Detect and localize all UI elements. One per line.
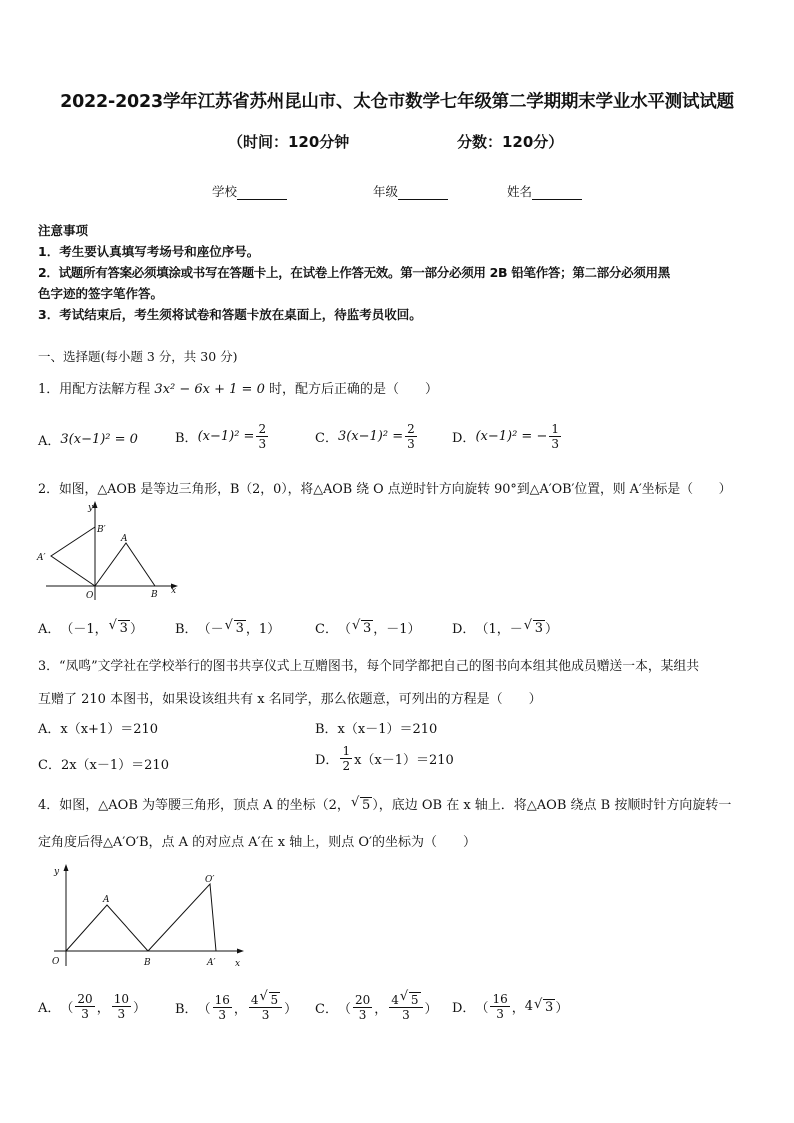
fraction — [405, 422, 417, 451]
triangle-a1ob1 — [51, 527, 95, 586]
option-label: A． — [38, 434, 61, 449]
fraction-num — [249, 992, 282, 1008]
triangle-aob — [66, 905, 148, 951]
fig-label-a-prime: A′ — [207, 958, 216, 968]
notice-item-2: 2．试题所有答案必须填涂或书写在答题卡上，在试卷上作答无效。第一部分必须用 2B 铅笔作答；第二部分必须用黑 — [38, 265, 670, 280]
q1-option-a[interactable] — [38, 430, 138, 449]
fraction — [75, 992, 94, 1021]
exam-time: （时间：120分钟 — [228, 133, 350, 151]
notice-item-1: 1．考生要认真填写考场号和座位序号。 — [38, 244, 260, 259]
q1-option-c[interactable] — [315, 422, 419, 451]
coef: 4 — [391, 993, 399, 1007]
question-4-line-2: 定角度后得△A′O′B，点 A 的对应点 A′在 x 轴上，则点 O′的坐标为（ ） — [38, 835, 476, 850]
fig-label-b: B — [151, 590, 158, 600]
fraction-den: 3 — [117, 1007, 126, 1021]
option-post: ，－1） — [373, 622, 421, 637]
option-label: C． — [315, 1001, 338, 1017]
option-post: ，1） — [245, 622, 281, 637]
q3-option-a[interactable]: A．x（x+1）＝210 — [38, 722, 159, 737]
q3-option-d[interactable] — [315, 744, 454, 773]
fraction-num: 2 — [258, 422, 267, 436]
fraction-num: 16 — [214, 992, 230, 1007]
sqrt: √ 3 — [543, 999, 555, 1015]
fraction-den: 3 — [407, 437, 415, 451]
fraction — [389, 992, 422, 1022]
fig-label-y: y — [88, 503, 94, 513]
fraction-den: 3 — [261, 1008, 270, 1022]
fraction-num: 10 — [113, 992, 129, 1006]
fraction — [549, 422, 561, 451]
option-label: B． — [175, 1001, 198, 1017]
q3-option-c[interactable]: C．2x（x－1）＝210 — [38, 758, 169, 773]
question-3-line-1: 3．“凤鸣”文学社在学校举行的图书共享仪式上互赠图书，每个同学都把自己的图书向本组其他成员赠送一本，某组共 — [38, 659, 700, 674]
q4-option-d[interactable]: D． （ $\frac{16}{3}$ ， 4 √ 3 ） — [452, 992, 568, 1021]
fig-label-x: x — [171, 586, 177, 596]
exam-title: 2022-2023学年江苏省苏州昆山市、太仓市数学七年级第二学期期末学业水平测试试题 — [60, 92, 734, 112]
option-pre: （－ — [197, 622, 224, 637]
option-label: D． — [452, 1001, 476, 1016]
question-4-line-1 — [38, 794, 731, 813]
option-label: B． — [175, 622, 198, 637]
fraction-num: 20 — [77, 992, 93, 1006]
fig-label-o: O — [86, 591, 94, 601]
option-pre: （－1， — [60, 622, 108, 637]
sqrt: √ 3 — [118, 620, 130, 636]
school-blank — [237, 187, 287, 200]
fraction-num: 1 — [551, 422, 559, 436]
fraction-num: 1 — [342, 744, 351, 758]
fraction-den: 2 — [342, 759, 351, 773]
q1-stem-post: 时，配方后正确的是（ ） — [269, 382, 439, 397]
sqrt: √ 3 — [361, 620, 373, 636]
q4-line1-post: ），底边 OB 在 x 轴上．将△AOB 绕点 B 按顺时针方向旋转一 — [372, 798, 732, 813]
q4-figure — [44, 862, 254, 972]
question-3-line-2: 互赠了 210 本图书，如果设该组共有 x 名同学，那么依题意，可列出的方程是（ ） — [38, 692, 542, 707]
fraction — [256, 422, 268, 451]
fraction — [112, 992, 131, 1021]
fraction-num: 2 — [407, 422, 415, 436]
option-label: C． — [315, 431, 338, 446]
name-blank — [532, 187, 582, 200]
option-post: ） — [545, 622, 559, 637]
fraction-num: 20 — [354, 992, 371, 1007]
option-label: A． — [38, 622, 61, 637]
fig-label-a-prime: A′ — [37, 553, 46, 563]
q4-option-b[interactable]: B． （ $\frac{16}{3}$ ， $\frac{4√ 5}{3}$ ） — [175, 992, 297, 1022]
q4-line1-pre: 4．如图，△AOB 为等腰三角形，顶点 A 的坐标（2， — [38, 798, 350, 813]
fraction-den: 3 — [402, 1008, 410, 1022]
fig-label-y: y — [54, 867, 60, 877]
section-heading: 一、选择题(每小题 3 分，共 30 分) — [38, 349, 238, 364]
name-label: 姓名 — [507, 184, 533, 199]
x-axis-arrow — [237, 949, 244, 954]
q2-option-a[interactable] — [38, 618, 143, 637]
question-2-stem: 2．如图，△AOB 是等边三角形，B（2，0），将△AOB 绕 O 点逆时针方向旋转 90°到△A′OB′位置，则 A′坐标是（ ） — [38, 482, 732, 497]
fraction-den: 3 — [496, 1007, 504, 1021]
option-post: ） — [129, 622, 143, 637]
sqrt: √ 5 — [269, 992, 281, 1007]
name-field — [507, 182, 582, 200]
q3-option-b[interactable]: B．x（x－1）＝210 — [315, 722, 438, 737]
sqrt: √ 3 — [533, 620, 545, 636]
grade-label: 年级 — [373, 184, 399, 199]
fraction-den: 3 — [258, 437, 267, 451]
fraction-den: 3 — [358, 1007, 367, 1022]
grade-field — [373, 182, 448, 200]
fraction — [340, 744, 352, 773]
fraction — [249, 992, 282, 1022]
fraction-den: 3 — [81, 1007, 89, 1021]
option-expr: 3(x−1)² = — [337, 429, 404, 444]
notice-heading: 注意事项 — [38, 223, 89, 238]
option-label: D． — [315, 753, 339, 768]
q2-figure — [34, 500, 184, 604]
fraction-num: 16 — [492, 992, 508, 1006]
q1-equation: 3x² − 6x + 1 = 0 — [154, 382, 265, 397]
option-label: D． — [452, 431, 476, 446]
option-expr: 3(x−1)² = 0 — [60, 432, 138, 447]
fraction-den: 3 — [218, 1007, 227, 1022]
option-pre: （1，－ — [475, 622, 523, 637]
triangle-aob — [95, 543, 155, 586]
triangle-a1o1b — [148, 884, 216, 951]
fig-label-b-prime: B′ — [97, 525, 106, 535]
fraction — [353, 993, 372, 1022]
y-axis-arrow — [64, 864, 69, 871]
q2-option-d[interactable] — [452, 618, 558, 637]
option-label: B． — [175, 431, 198, 446]
q1-option-d[interactable] — [452, 422, 563, 451]
fraction-num — [389, 992, 422, 1008]
exam-score: 分数：120分） — [457, 133, 564, 151]
q4-option-a[interactable]: A． （ $\frac{20}{3}$ ， $\frac{10}{3}$ ） — [38, 992, 146, 1021]
fraction — [213, 993, 232, 1022]
q1-stem-pre: 1．用配方法解方程 — [38, 382, 151, 397]
option-label: C． — [315, 622, 338, 637]
fig-label-a: A — [121, 534, 128, 544]
school-label: 学校 — [212, 184, 238, 199]
option-expr: (x−1)² = − — [475, 429, 548, 444]
option-post: x（x－1）＝210 — [354, 753, 454, 768]
fig-label-a: A — [103, 895, 110, 905]
question-1-stem — [38, 378, 438, 397]
coef: 4 — [524, 999, 534, 1014]
sqrt: √ 5 — [360, 797, 372, 813]
option-label: D． — [452, 622, 476, 637]
coef: 4 — [250, 993, 259, 1007]
school-field — [212, 182, 287, 200]
sqrt: √ 5 — [409, 992, 421, 1007]
notice-item-2-cont: 色字迹的签字笔作答。 — [38, 286, 164, 301]
fig-label-o: O — [52, 957, 60, 967]
fig-label-b: B — [144, 958, 151, 968]
q2-option-c[interactable] — [315, 618, 421, 637]
fig-label-o-prime: O′ — [205, 875, 215, 885]
notice-item-3: 3．考试结束后，考生须将试卷和答题卡放在桌面上，待监考员收回。 — [38, 307, 422, 322]
q1-option-b[interactable] — [175, 422, 270, 451]
y-axis-arrow — [93, 501, 98, 508]
fraction — [490, 992, 509, 1021]
option-label: A． — [38, 1001, 61, 1016]
grade-blank — [398, 187, 448, 200]
fraction-den: 3 — [551, 437, 559, 451]
option-expr: (x−1)² = — [197, 429, 255, 444]
option-pre: （ — [337, 622, 351, 637]
fig-label-x: x — [235, 959, 241, 969]
q2-option-b[interactable] — [175, 618, 280, 637]
sqrt: √ 3 — [234, 620, 246, 636]
q4-option-c[interactable]: C． （ $\frac{20}{3}$ ， $\frac{4√ 5}{3}$ ） — [315, 992, 438, 1022]
